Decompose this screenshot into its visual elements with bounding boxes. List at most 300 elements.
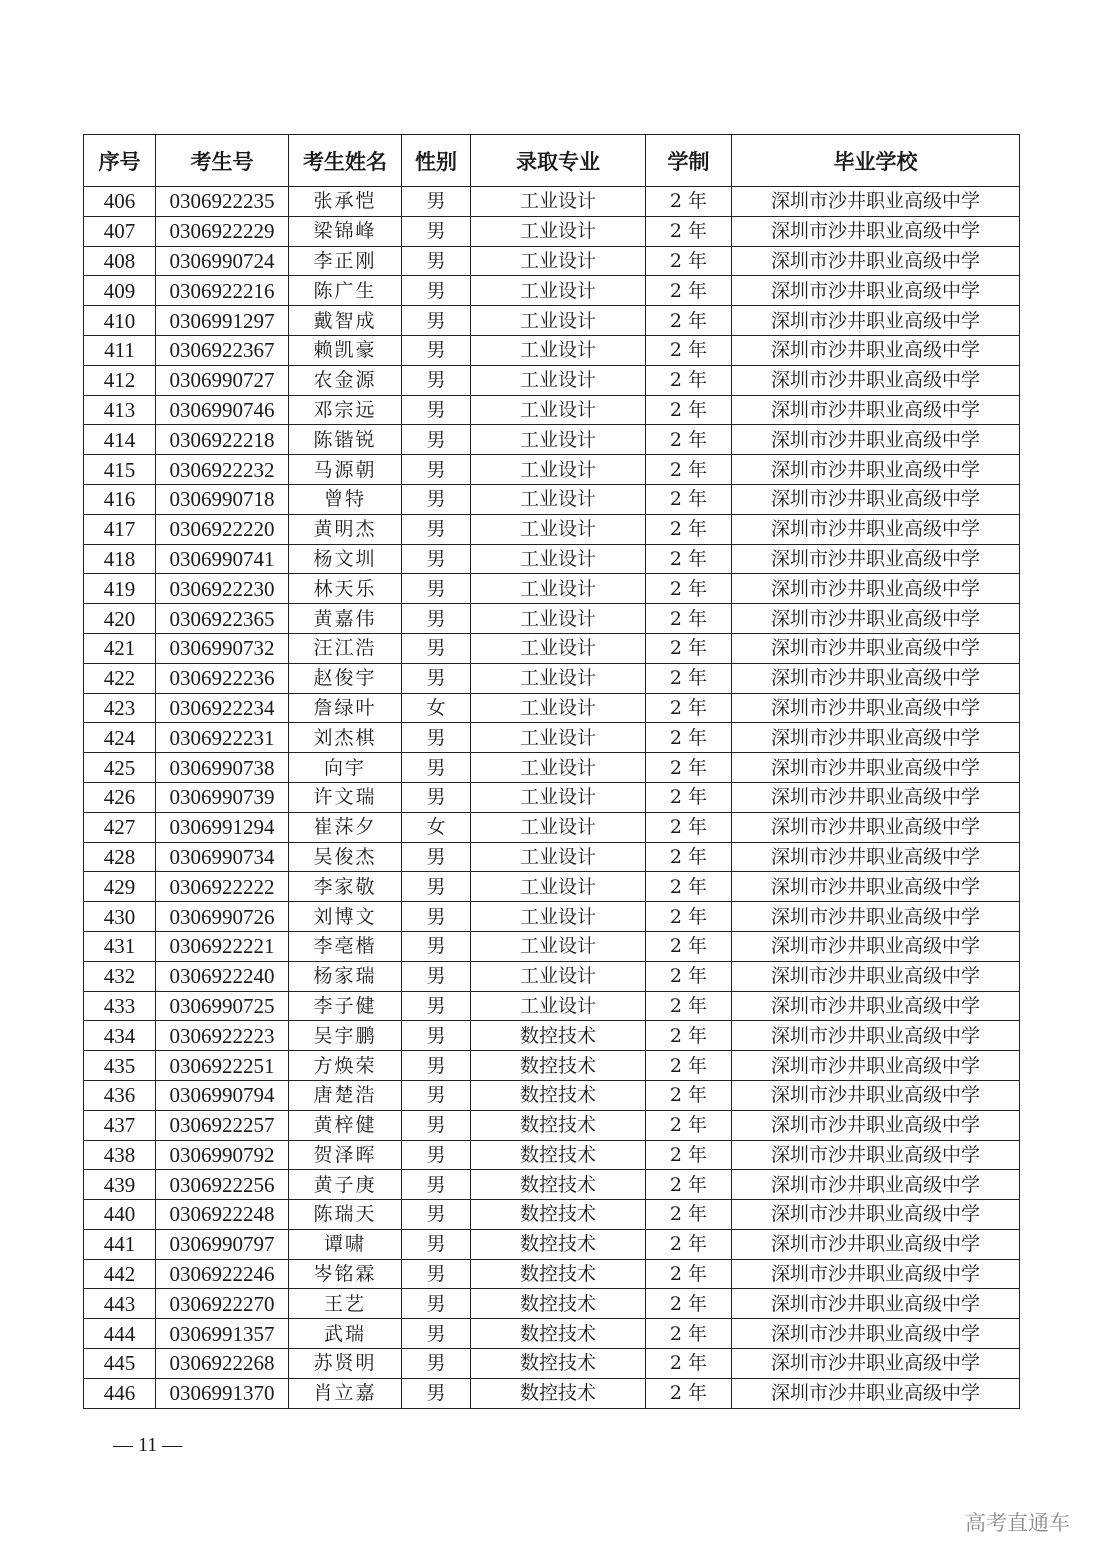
cell-major: 数控技术 [471,1200,646,1230]
cell-gender: 男 [402,604,471,634]
cell-school: 深圳市沙井职业高级中学 [732,1229,1020,1259]
table-row [84,693,1020,723]
cell-gender: 男 [402,574,471,604]
cell-gender: 男 [402,544,471,574]
table-row [84,1289,1020,1319]
cell-name: 吴俊杰 [289,842,402,872]
cell-exam-id: 0306990797 [156,1229,289,1259]
cell-exam-id: 0306990726 [156,902,289,932]
cell-school: 深圳市沙井职业高级中学 [732,1140,1020,1170]
cell-gender: 男 [402,1021,471,1051]
cell-major: 工业设计 [471,931,646,961]
cell-exam-id: 0306922229 [156,216,289,246]
cell-school: 深圳市沙井职业高级中学 [732,246,1020,276]
cell-exam-id: 0306990725 [156,991,289,1021]
cell-seq: 427 [84,812,156,842]
cell-name: 崔莯夕 [289,812,402,842]
cell-gender: 男 [402,276,471,306]
cell-major: 工业设计 [471,425,646,455]
cell-duration: 2 年 [646,425,732,455]
cell-gender: 男 [402,1200,471,1230]
cell-gender: 男 [402,1110,471,1140]
cell-major: 工业设计 [471,514,646,544]
cell-gender: 男 [402,455,471,485]
cell-school: 深圳市沙井职业高级中学 [732,365,1020,395]
column-header-school: 毕业学校 [732,135,1020,187]
cell-school: 深圳市沙井职业高级中学 [732,812,1020,842]
cell-duration: 2 年 [646,1170,732,1200]
table-row [84,574,1020,604]
column-header-major: 录取专业 [471,135,646,187]
cell-exam-id: 0306922230 [156,574,289,604]
cell-seq: 420 [84,604,156,634]
table-row [84,991,1020,1021]
cell-seq: 419 [84,574,156,604]
cell-school: 深圳市沙井职业高级中学 [732,1200,1020,1230]
table-row [84,335,1020,365]
watermark: 高考直通车 [965,1511,1070,1535]
cell-major: 工业设计 [471,753,646,783]
cell-name: 李正刚 [289,246,402,276]
cell-seq: 438 [84,1140,156,1170]
cell-school: 深圳市沙井职业高级中学 [732,1110,1020,1140]
cell-major: 数控技术 [471,1021,646,1051]
cell-school: 深圳市沙井职业高级中学 [732,335,1020,365]
cell-exam-id: 0306990741 [156,544,289,574]
table-row [84,1200,1020,1230]
cell-exam-id: 0306990727 [156,365,289,395]
cell-name: 陈锴锐 [289,425,402,455]
table-row [84,1021,1020,1051]
cell-name: 方焕荣 [289,1051,402,1081]
table-row [84,484,1020,514]
cell-gender: 男 [402,216,471,246]
cell-school: 深圳市沙井职业高级中学 [732,931,1020,961]
cell-duration: 2 年 [646,753,732,783]
column-header-gender: 性别 [402,135,471,187]
cell-exam-id: 0306922256 [156,1170,289,1200]
cell-school: 深圳市沙井职业高级中学 [732,633,1020,663]
table-row [84,246,1020,276]
cell-seq: 413 [84,395,156,425]
cell-duration: 2 年 [646,842,732,872]
table-row [84,395,1020,425]
cell-gender: 男 [402,1289,471,1319]
cell-school: 深圳市沙井职业高级中学 [732,723,1020,753]
cell-seq: 423 [84,693,156,723]
cell-exam-id: 0306990794 [156,1080,289,1110]
cell-gender: 男 [402,1349,471,1379]
cell-school: 深圳市沙井职业高级中学 [732,514,1020,544]
cell-school: 深圳市沙井职业高级中学 [732,1259,1020,1289]
cell-gender: 男 [402,753,471,783]
table-row [84,187,1020,217]
cell-major: 数控技术 [471,1349,646,1379]
cell-major: 工业设计 [471,216,646,246]
cell-gender: 男 [402,514,471,544]
cell-school: 深圳市沙井职业高级中学 [732,484,1020,514]
cell-exam-id: 0306991294 [156,812,289,842]
cell-exam-id: 0306990732 [156,633,289,663]
cell-duration: 2 年 [646,1110,732,1140]
table-row [84,931,1020,961]
cell-seq: 436 [84,1080,156,1110]
cell-duration: 2 年 [646,276,732,306]
cell-name: 谭啸 [289,1229,402,1259]
cell-seq: 433 [84,991,156,1021]
cell-seq: 442 [84,1259,156,1289]
cell-major: 数控技术 [471,1051,646,1081]
cell-exam-id: 0306990724 [156,246,289,276]
cell-duration: 2 年 [646,455,732,485]
cell-gender: 男 [402,1319,471,1349]
cell-major: 工业设计 [471,663,646,693]
cell-exam-id: 0306991297 [156,306,289,336]
cell-school: 深圳市沙井职业高级中学 [732,216,1020,246]
cell-major: 数控技术 [471,1319,646,1349]
cell-school: 深圳市沙井职业高级中学 [732,872,1020,902]
table-row [84,902,1020,932]
cell-name: 汪江浩 [289,633,402,663]
cell-exam-id: 0306990739 [156,782,289,812]
cell-major: 工业设计 [471,812,646,842]
cell-gender: 男 [402,1080,471,1110]
cell-school: 深圳市沙井职业高级中学 [732,276,1020,306]
cell-school: 深圳市沙井职业高级中学 [732,455,1020,485]
cell-duration: 2 年 [646,902,732,932]
table-row [84,1349,1020,1379]
cell-name: 吴宇鹏 [289,1021,402,1051]
cell-exam-id: 0306922220 [156,514,289,544]
cell-duration: 2 年 [646,693,732,723]
column-header-duration: 学制 [646,135,732,187]
cell-name: 赖凯豪 [289,335,402,365]
cell-seq: 435 [84,1051,156,1081]
cell-exam-id: 0306922240 [156,961,289,991]
cell-name: 李家敬 [289,872,402,902]
cell-major: 工业设计 [471,991,646,1021]
cell-gender: 男 [402,1259,471,1289]
table-row [84,1378,1020,1408]
cell-major: 工业设计 [471,604,646,634]
cell-gender: 男 [402,902,471,932]
cell-name: 王艺 [289,1289,402,1319]
cell-name: 李亳楷 [289,931,402,961]
cell-exam-id: 0306922221 [156,931,289,961]
cell-seq: 428 [84,842,156,872]
cell-gender: 男 [402,723,471,753]
cell-name: 赵俊宇 [289,663,402,693]
cell-school: 深圳市沙井职业高级中学 [732,395,1020,425]
cell-duration: 2 年 [646,1378,732,1408]
cell-name: 肖立嘉 [289,1378,402,1408]
cell-school: 深圳市沙井职业高级中学 [732,991,1020,1021]
column-header-exam-id: 考生号 [156,135,289,187]
cell-exam-id: 0306922248 [156,1200,289,1230]
cell-name: 陈瑞天 [289,1200,402,1230]
cell-gender: 男 [402,991,471,1021]
cell-gender: 男 [402,187,471,217]
cell-duration: 2 年 [646,872,732,902]
table-row [84,276,1020,306]
cell-seq: 417 [84,514,156,544]
cell-seq: 431 [84,931,156,961]
cell-seq: 408 [84,246,156,276]
cell-duration: 2 年 [646,187,732,217]
cell-school: 深圳市沙井职业高级中学 [732,961,1020,991]
cell-school: 深圳市沙井职业高级中学 [732,1051,1020,1081]
cell-major: 数控技术 [471,1080,646,1110]
cell-exam-id: 0306922234 [156,693,289,723]
cell-name: 刘博文 [289,902,402,932]
cell-seq: 443 [84,1289,156,1319]
cell-duration: 2 年 [646,1229,732,1259]
cell-duration: 2 年 [646,246,732,276]
cell-major: 工业设计 [471,455,646,485]
cell-seq: 441 [84,1229,156,1259]
table-row [84,961,1020,991]
cell-duration: 2 年 [646,1349,732,1379]
table-row [84,1170,1020,1200]
cell-exam-id: 0306922222 [156,872,289,902]
cell-gender: 男 [402,663,471,693]
cell-major: 工业设计 [471,335,646,365]
cell-duration: 2 年 [646,782,732,812]
table-row [84,1229,1020,1259]
cell-seq: 424 [84,723,156,753]
cell-major: 数控技术 [471,1140,646,1170]
cell-seq: 432 [84,961,156,991]
cell-exam-id: 0306990734 [156,842,289,872]
cell-major: 数控技术 [471,1229,646,1259]
cell-duration: 2 年 [646,1021,732,1051]
cell-exam-id: 0306922367 [156,335,289,365]
cell-exam-id: 0306922232 [156,455,289,485]
cell-gender: 男 [402,842,471,872]
cell-name: 马源朝 [289,455,402,485]
cell-name: 詹绿叶 [289,693,402,723]
cell-school: 深圳市沙井职业高级中学 [732,574,1020,604]
cell-name: 杨家瑞 [289,961,402,991]
cell-seq: 429 [84,872,156,902]
cell-duration: 2 年 [646,544,732,574]
cell-gender: 女 [402,812,471,842]
cell-school: 深圳市沙井职业高级中学 [732,663,1020,693]
cell-exam-id: 0306991357 [156,1319,289,1349]
cell-name: 贺泽晖 [289,1140,402,1170]
cell-gender: 男 [402,782,471,812]
cell-major: 工业设计 [471,693,646,723]
cell-exam-id: 0306922257 [156,1110,289,1140]
cell-duration: 2 年 [646,961,732,991]
cell-duration: 2 年 [646,1259,732,1289]
table-row [84,1319,1020,1349]
cell-duration: 2 年 [646,365,732,395]
admission-table [83,134,1020,1409]
cell-school: 深圳市沙井职业高级中学 [732,604,1020,634]
cell-major: 数控技术 [471,1289,646,1319]
cell-duration: 2 年 [646,514,732,544]
cell-duration: 2 年 [646,216,732,246]
cell-duration: 2 年 [646,931,732,961]
cell-major: 工业设计 [471,395,646,425]
table-row [84,753,1020,783]
cell-seq: 412 [84,365,156,395]
cell-name: 黄梓健 [289,1110,402,1140]
cell-gender: 男 [402,246,471,276]
cell-gender: 男 [402,1229,471,1259]
cell-major: 工业设计 [471,872,646,902]
cell-exam-id: 0306922268 [156,1349,289,1379]
cell-name: 张承恺 [289,187,402,217]
column-header-name: 考生姓名 [289,135,402,187]
cell-school: 深圳市沙井职业高级中学 [732,425,1020,455]
cell-seq: 416 [84,484,156,514]
cell-exam-id: 0306922218 [156,425,289,455]
cell-major: 工业设计 [471,365,646,395]
cell-duration: 2 年 [646,306,732,336]
cell-name: 曾特 [289,484,402,514]
table-row [84,1080,1020,1110]
cell-major: 数控技术 [471,1378,646,1408]
cell-seq: 415 [84,455,156,485]
table-row [84,782,1020,812]
cell-gender: 男 [402,335,471,365]
table-row [84,812,1020,842]
cell-school: 深圳市沙井职业高级中学 [732,1378,1020,1408]
cell-seq: 439 [84,1170,156,1200]
cell-seq: 430 [84,902,156,932]
cell-school: 深圳市沙井职业高级中学 [732,693,1020,723]
page-number: — 11 — [113,1434,183,1456]
table-row [84,1259,1020,1289]
cell-seq: 426 [84,782,156,812]
cell-major: 工业设计 [471,276,646,306]
table-header-row [84,135,1020,187]
cell-exam-id: 0306990738 [156,753,289,783]
cell-gender: 男 [402,633,471,663]
cell-exam-id: 0306922223 [156,1021,289,1051]
cell-duration: 2 年 [646,633,732,663]
cell-name: 陈广生 [289,276,402,306]
cell-major: 工业设计 [471,187,646,217]
table-row [84,1051,1020,1081]
cell-gender: 男 [402,931,471,961]
cell-name: 农金源 [289,365,402,395]
cell-duration: 2 年 [646,663,732,693]
table-row [84,1110,1020,1140]
cell-duration: 2 年 [646,395,732,425]
cell-school: 深圳市沙井职业高级中学 [732,1080,1020,1110]
cell-school: 深圳市沙井职业高级中学 [732,902,1020,932]
cell-major: 工业设计 [471,961,646,991]
cell-school: 深圳市沙井职业高级中学 [732,1349,1020,1379]
table-row [84,455,1020,485]
cell-seq: 444 [84,1319,156,1349]
cell-school: 深圳市沙井职业高级中学 [732,842,1020,872]
cell-gender: 男 [402,484,471,514]
cell-seq: 422 [84,663,156,693]
cell-exam-id: 0306922270 [156,1289,289,1319]
cell-gender: 男 [402,425,471,455]
cell-exam-id: 0306990746 [156,395,289,425]
cell-major: 工业设计 [471,246,646,276]
cell-school: 深圳市沙井职业高级中学 [732,753,1020,783]
cell-school: 深圳市沙井职业高级中学 [732,1021,1020,1051]
table-row [84,365,1020,395]
cell-exam-id: 0306990718 [156,484,289,514]
cell-name: 许文瑞 [289,782,402,812]
table-row [84,872,1020,902]
cell-seq: 421 [84,633,156,663]
table-row [84,723,1020,753]
cell-school: 深圳市沙井职业高级中学 [732,544,1020,574]
cell-gender: 男 [402,395,471,425]
table-row [84,663,1020,693]
cell-exam-id: 0306990792 [156,1140,289,1170]
cell-major: 工业设计 [471,902,646,932]
cell-gender: 男 [402,1051,471,1081]
cell-seq: 406 [84,187,156,217]
cell-name: 岑铭霖 [289,1259,402,1289]
cell-school: 深圳市沙井职业高级中学 [732,1319,1020,1349]
cell-major: 工业设计 [471,544,646,574]
cell-duration: 2 年 [646,574,732,604]
table-row [84,842,1020,872]
cell-name: 黄嘉伟 [289,604,402,634]
cell-seq: 437 [84,1110,156,1140]
cell-seq: 445 [84,1349,156,1379]
cell-major: 工业设计 [471,723,646,753]
cell-name: 邓宗远 [289,395,402,425]
cell-gender: 女 [402,693,471,723]
cell-exam-id: 0306991370 [156,1378,289,1408]
cell-seq: 446 [84,1378,156,1408]
cell-major: 工业设计 [471,574,646,604]
cell-duration: 2 年 [646,812,732,842]
cell-seq: 418 [84,544,156,574]
cell-major: 工业设计 [471,842,646,872]
cell-major: 工业设计 [471,306,646,336]
cell-seq: 407 [84,216,156,246]
cell-major: 数控技术 [471,1259,646,1289]
cell-gender: 男 [402,365,471,395]
cell-duration: 2 年 [646,604,732,634]
table-row [84,216,1020,246]
cell-name: 杨文圳 [289,544,402,574]
cell-name: 黄子庚 [289,1170,402,1200]
cell-gender: 男 [402,1170,471,1200]
column-header-seq: 序号 [84,135,156,187]
cell-exam-id: 0306922251 [156,1051,289,1081]
table-row [84,514,1020,544]
table-row [84,633,1020,663]
cell-name: 刘杰棋 [289,723,402,753]
table-row [84,604,1020,634]
cell-name: 唐楚浩 [289,1080,402,1110]
cell-school: 深圳市沙井职业高级中学 [732,1170,1020,1200]
cell-exam-id: 0306922236 [156,663,289,693]
cell-major: 工业设计 [471,633,646,663]
cell-duration: 2 年 [646,484,732,514]
cell-duration: 2 年 [646,1289,732,1319]
cell-seq: 425 [84,753,156,783]
cell-name: 李子健 [289,991,402,1021]
cell-name: 苏贤明 [289,1349,402,1379]
cell-exam-id: 0306922231 [156,723,289,753]
cell-duration: 2 年 [646,1140,732,1170]
cell-duration: 2 年 [646,1051,732,1081]
